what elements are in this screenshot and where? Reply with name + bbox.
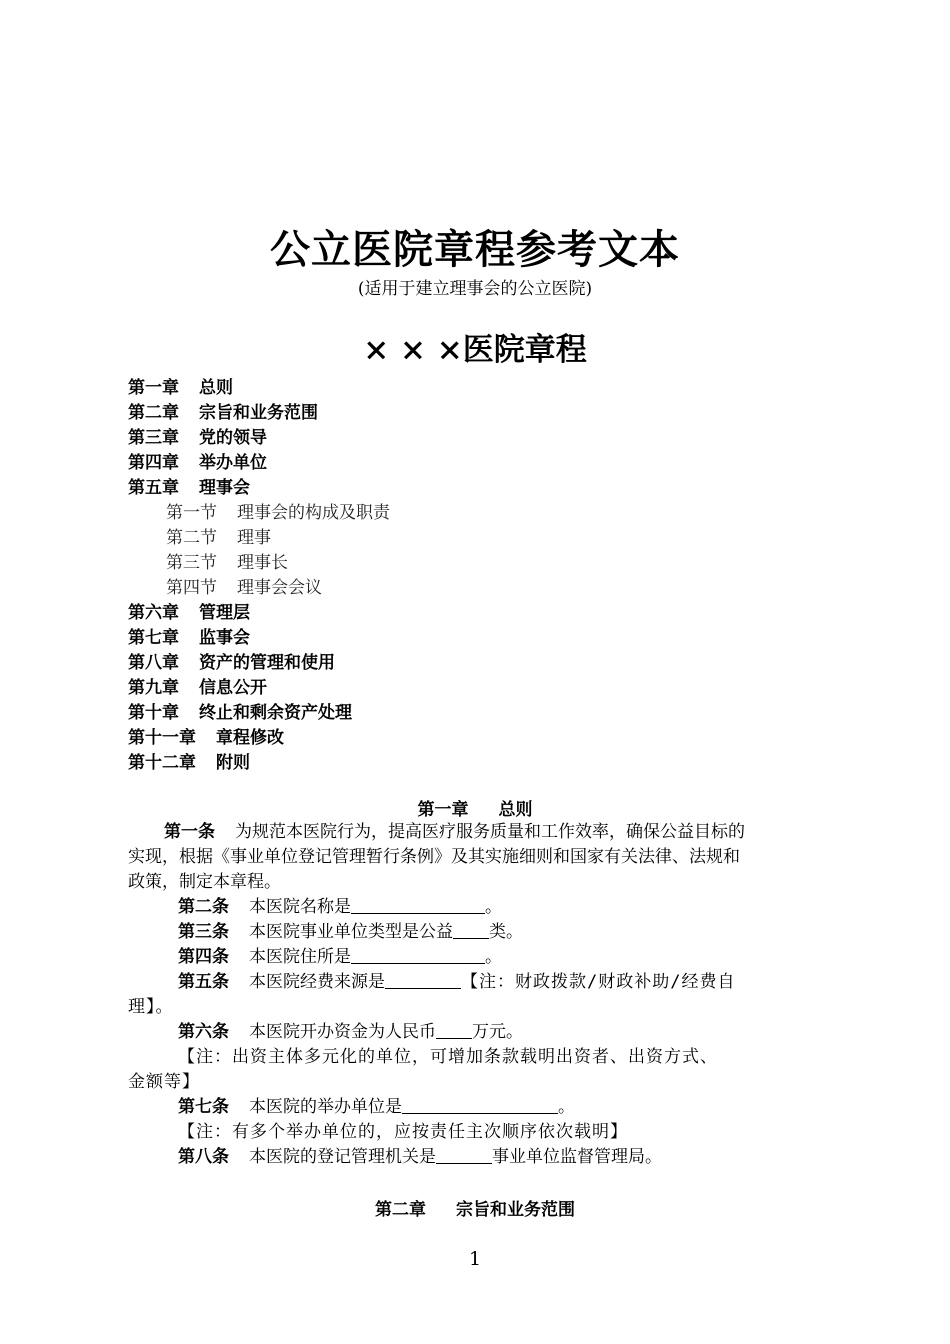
article-line: 第三条 本医院事业单位类型是公益 类。 xyxy=(178,922,523,942)
fill-blank[interactable] xyxy=(436,1146,492,1164)
toc-item[interactable]: 第一章 总则 xyxy=(128,378,233,398)
fill-blank[interactable] xyxy=(351,946,485,964)
toc-item[interactable]: 第十一章 章程修改 xyxy=(128,728,284,748)
article-line: 实现，根据《事业单位登记管理暂行条例》及其实施细则和国家有关法律、法规和 xyxy=(128,847,740,867)
document-subtitle: (适用于建立理事会的公立医院) xyxy=(357,279,593,299)
table-of-contents xyxy=(128,376,828,776)
toc-item[interactable]: 第三章 党的领导 xyxy=(128,428,267,448)
toc-section[interactable]: 第二节 理事 xyxy=(166,528,271,548)
fill-blank[interactable] xyxy=(385,971,461,989)
toc-item[interactable]: 第十章 终止和剩余资产处理 xyxy=(128,703,352,723)
document-title: 公立医院章程参考文本 xyxy=(270,226,680,273)
article-line: 政策，制定本章程。 xyxy=(128,872,281,892)
chapter-body xyxy=(128,820,828,1170)
toc-section[interactable]: 第四节 理事会会议 xyxy=(166,578,322,598)
chapter-heading: 第一章 总则 xyxy=(417,800,533,820)
note-line: 【注：有多个举办单位的，应按责任主次顺序依次载明】 xyxy=(178,1122,628,1142)
toc-item[interactable]: 第六章 管理层 xyxy=(128,603,250,623)
toc-item[interactable]: 第十二章 附则 xyxy=(128,753,250,773)
fill-blank[interactable] xyxy=(436,1021,472,1039)
toc-item[interactable]: 第五章 理事会 xyxy=(128,478,250,498)
chapter-heading: 第二章 宗旨和业务范围 xyxy=(375,1200,575,1220)
article-line: 理】。 xyxy=(128,997,174,1017)
fill-blank[interactable] xyxy=(402,1096,558,1114)
article-line: 第七条 本医院的举办单位是 。 xyxy=(178,1097,575,1117)
article-line: 第六条 本医院开办资金为人民币 万元。 xyxy=(178,1022,523,1042)
fill-blank[interactable] xyxy=(453,921,489,939)
article-line: 第八条 本医院的登记管理机关是 事业单位监督管理局。 xyxy=(178,1147,662,1167)
note-line: 金额等】 xyxy=(128,1072,200,1092)
toc-item[interactable]: 第二章 宗旨和业务范围 xyxy=(128,403,318,423)
toc-item[interactable]: 第七章 监事会 xyxy=(128,628,250,648)
toc-section[interactable]: 第一节 理事会的构成及职责 xyxy=(166,503,390,523)
page-number: 1 xyxy=(468,1248,482,1270)
note-line: 【注：出资主体多元化的单位，可增加条款载明出资者、出资方式、 xyxy=(178,1047,718,1067)
article-line: 第二条 本医院名称是 。 xyxy=(178,897,502,917)
charter-title: × × ×医院章程 xyxy=(363,332,587,368)
fill-blank[interactable] xyxy=(351,896,485,914)
article-line: 第四条 本医院住所是 。 xyxy=(178,947,502,967)
toc-item[interactable]: 第八章 资产的管理和使用 xyxy=(128,653,335,673)
toc-item[interactable]: 第四章 举办单位 xyxy=(128,453,267,473)
article-line: 第五条 本医院经费来源是 【注：财政拨款/财政补助/经费自 xyxy=(178,972,736,992)
toc-section[interactable]: 第三节 理事长 xyxy=(166,553,288,573)
toc-item[interactable]: 第九章 信息公开 xyxy=(128,678,267,698)
article-line: 第一条 为规范本医院行为，提高医疗服务质量和工作效率，确保公益目标的 xyxy=(164,822,745,842)
